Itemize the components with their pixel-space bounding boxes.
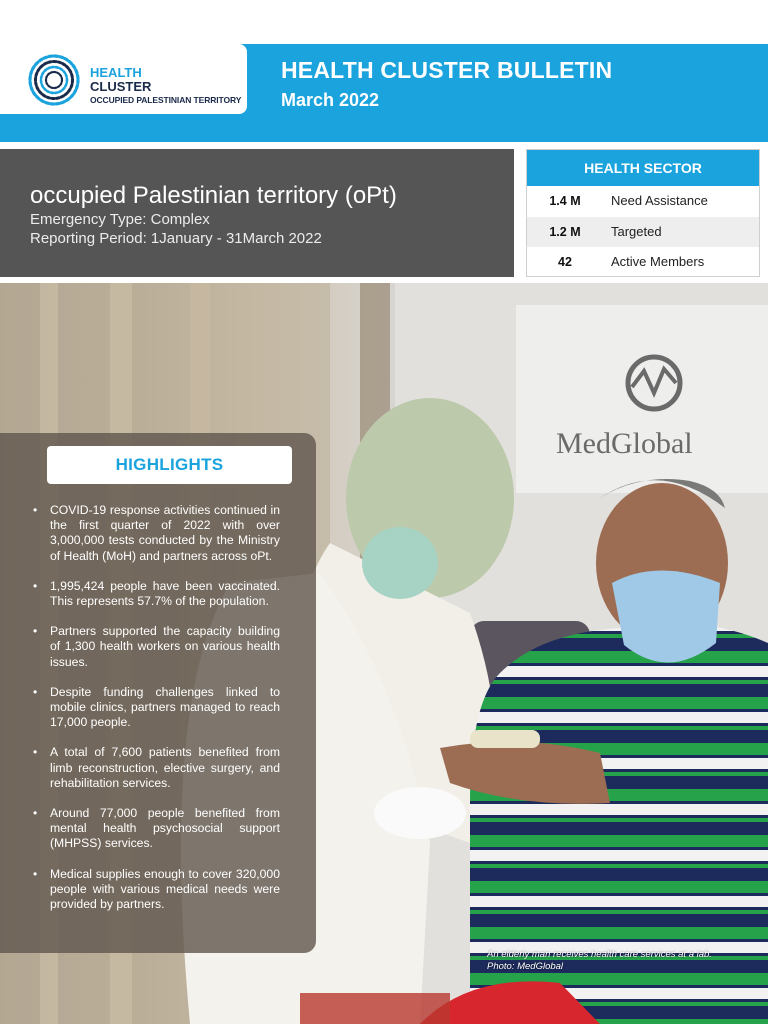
sector-row <box>527 217 759 248</box>
health-sector-table <box>526 149 760 277</box>
bulletin-date: March 2022 <box>281 90 380 110</box>
photo-caption <box>487 949 757 973</box>
overview-box <box>0 149 514 277</box>
logo-line-territory: OCCUPIED PALESTINIAN TERRITORY <box>90 95 242 105</box>
caption-text: An elderly man receives health care services at a lab. <box>487 949 712 960</box>
sector-label: Targeted <box>611 223 662 239</box>
sector-value: 1.4 M <box>549 194 581 208</box>
highlight-item: • Medical supplies enough to cover 320,000 people with various medical needs were provided by partners. <box>33 867 280 913</box>
swirl-logo-icon <box>26 52 82 108</box>
health-sector-title: HEALTH SECTOR <box>527 150 759 186</box>
logo-line-health: HEALTH <box>90 65 142 80</box>
sector-value: 1.2 M <box>549 224 581 239</box>
sector-value: 42 <box>558 255 572 269</box>
logo-wordmark <box>90 66 241 105</box>
highlight-item: • Partners supported the capacity building of 1,300 health workers on various health issues. <box>33 624 280 670</box>
country-title: occupied Palestinian territory (oPt) <box>30 182 397 209</box>
sector-label: Need Assistance <box>611 193 708 208</box>
bulletin-title: HEALTH CLUSTER BULLETIN <box>281 57 613 83</box>
sign-text: MedGlobal <box>556 427 693 460</box>
highlight-item: • Around 77,000 people benefited from mental health psychosocial support (MHPSS) services. <box>33 806 280 852</box>
sector-row <box>527 247 759 278</box>
emergency-type: Emergency Type: Complex <box>30 211 210 228</box>
sector-row <box>527 186 759 217</box>
header-top-strip <box>0 0 768 44</box>
logo-line-cluster: CLUSTER <box>90 79 152 94</box>
highlights-title: HIGHLIGHTS <box>47 446 292 484</box>
highlight-item: • COVID-19 response activities continued in the first quarter of 2022 with over 3,000,000 tests conducted by the Ministry of Health (MoH) and partners across oPt. <box>33 503 280 564</box>
highlight-item: • Despite funding challenges linked to mobile clinics, partners managed to reach 17,000 people. <box>33 685 280 731</box>
caption-credit: Photo: MedGlobal <box>487 961 564 972</box>
highlights-list <box>33 503 280 927</box>
highlight-item: • A total of 7,600 patients benefited from limb reconstruction, elective surgery, and rehabilitation services. <box>33 745 280 791</box>
reporting-period: Reporting Period: 1January - 31March 2022 <box>30 230 322 247</box>
health-cluster-logo <box>0 44 247 114</box>
highlight-item: • 1,995,424 people have been vaccinated. This represents 57.7% of the population. <box>33 579 280 609</box>
sector-label: Active Members <box>611 254 705 269</box>
